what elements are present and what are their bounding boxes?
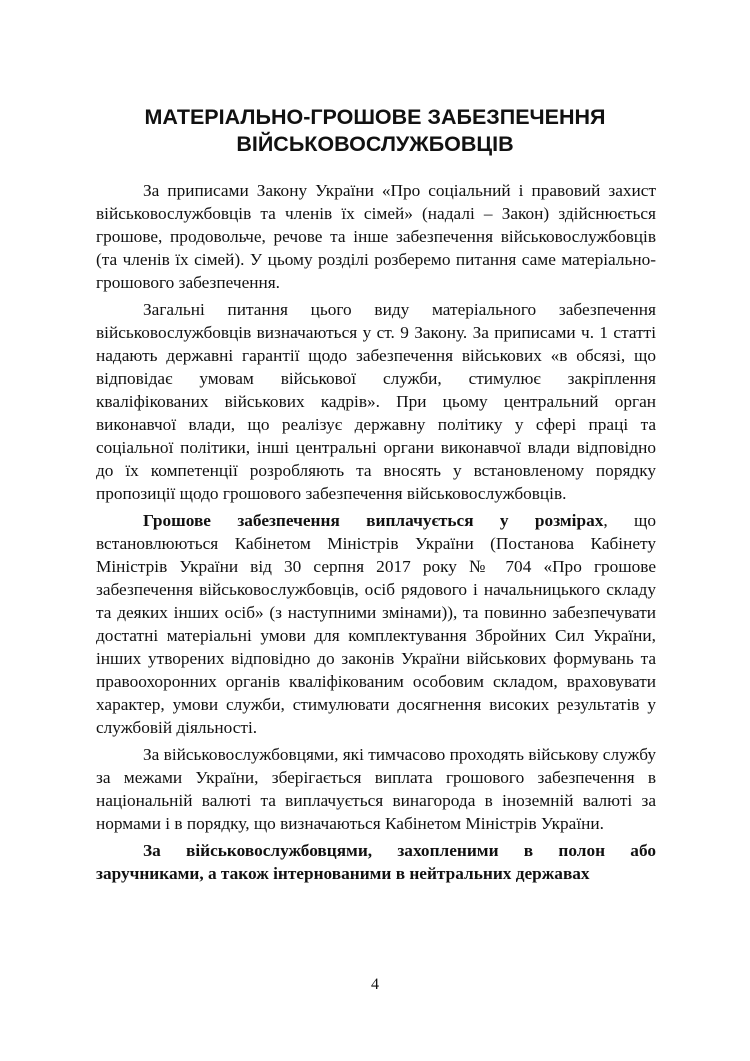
- paragraph-3-bold: Грошове забезпечення виплачується у розмірах: [143, 511, 604, 530]
- title-line-2: ВІЙСЬКОВОСЛУЖБОВЦІВ: [236, 132, 514, 156]
- page-title: [80, 104, 670, 158]
- paragraph-5: [96, 839, 656, 885]
- paragraph-5-bold: За військовослужбовцями, захопленими в полон або заручниками, а також інтернованими в нейтральних державах: [96, 841, 656, 883]
- paragraph-3-rest: , що встановлюються Кабінетом Міністрів України (Постанова Кабінету Міністрів України від 30 серпня 2017 року № 704 «Про грошове забезпечення військовослужбовців, осіб рядового і начальницького складу та деяких інших осіб» (з наступними змінами)), та повинно забезпечувати достатні матеріальні умови для комплектування Збройних Сил України, інших утворених відповідно до законів України військових формувань та правоохоронних органів кваліфікованим особовим складом, враховувати характер, умови служби, стимулювати досягнення високих результатів у службовій діяльності.: [96, 511, 656, 737]
- body-text: [96, 179, 656, 889]
- paragraph-2: Загальні питання цього виду матеріального забезпечення військовослужбовців визначаються у ст. 9 Закону. За приписами ч. 1 статті надають державні гарантії щодо забезпечення військових «в обсязі, що відповідає умовам військової служби, стимулює закріплення кваліфікованих військових кадрів». При цьому центральний орган виконавчої влади, що реалізує державну політику у сфері праці та соціальної політики, інші центральні органи виконавчої влади відповідно до їх компетенції розробляють та вносять у встановленому порядку пропозиції щодо грошового забезпечення військовослужбовців.: [96, 300, 656, 503]
- title-line-1: МАТЕРІАЛЬНО-ГРОШОВЕ ЗАБЕЗПЕЧЕННЯ: [144, 105, 606, 129]
- paragraph-3: [96, 509, 656, 739]
- page-number: 4: [371, 976, 379, 993]
- paragraph-4: За військовослужбовцями, які тимчасово проходять військову службу за межами України, зберігається виплата грошового забезпечення в національній валюті та виплачується винагорода в іноземній валюті за нормами і в порядку, що визначаються Кабінетом Міністрів України.: [96, 745, 656, 833]
- paragraph-1: За приписами Закону України «Про соціальний і правовий захист військовослужбовців та членів їх сімей» (надалі – Закон) здійснюється грошове, продовольче, речове та інше забезпечення військовослужбовців (та членів їх сімей). У цьому розділі розберемо питання саме матеріально-грошового забезпечення.: [96, 181, 656, 292]
